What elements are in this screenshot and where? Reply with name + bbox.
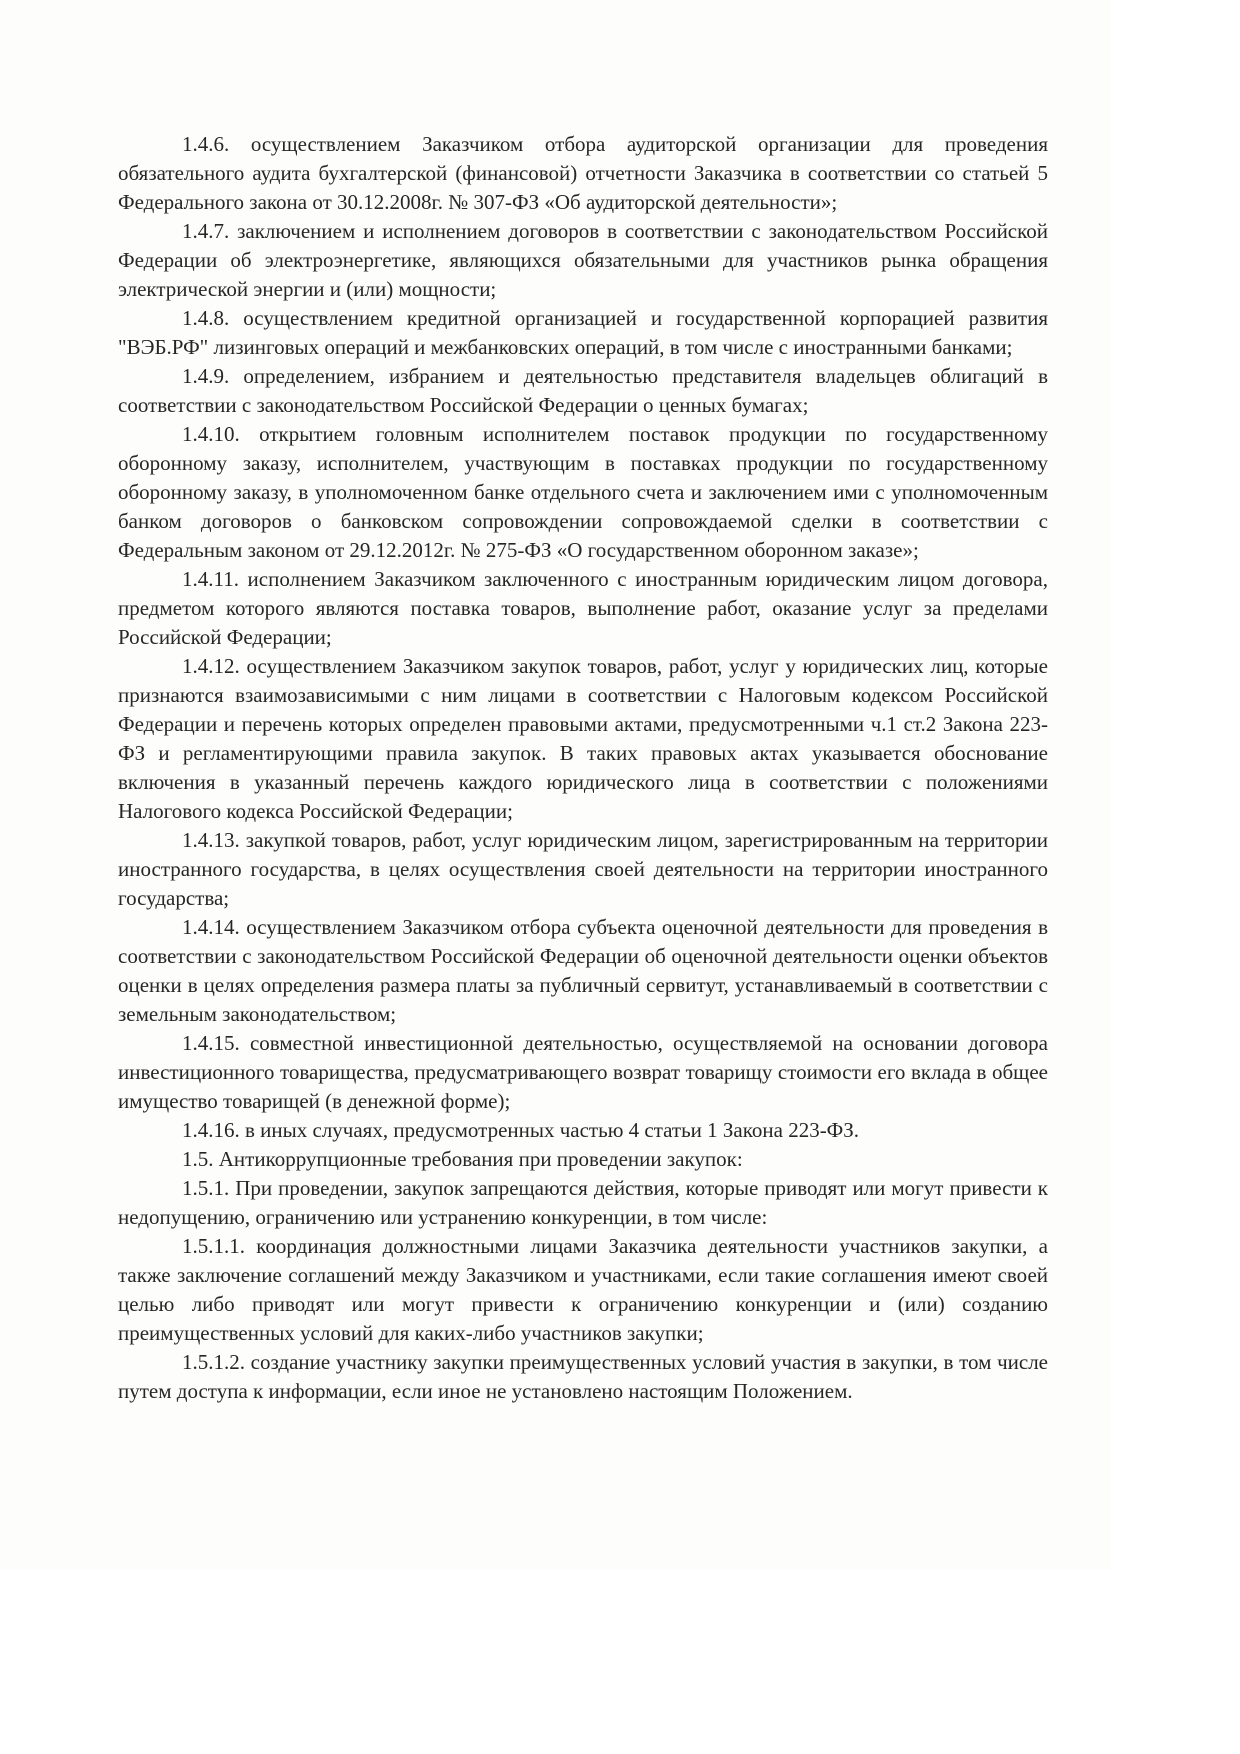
paragraph-1-4-8: 1.4.8. осуществлением кредитной организацией и государственной корпорацией развития "ВЭБ.РФ" лизинговых операций и межбанковских операций, в том числе с иностранными банками; xyxy=(118,306,1048,359)
document-body xyxy=(118,130,1048,1406)
paragraph-1-4-15: 1.4.15. совместной инвестиционной деятельностью, осуществляемой на основании договора инвестиционного товарищества, предусматривающего возврат товарищу стоимости его вклада в общее имущество товарищей (в денежной форме); xyxy=(118,1031,1048,1113)
paragraph-1-4-16: 1.4.16. в иных случаях, предусмотренных частью 4 статьи 1 Закона 223-ФЗ. xyxy=(182,1118,860,1142)
paragraph-1-4-9: 1.4.9. определением, избранием и деятельностью представителя владельцев облигаций в соответствии с законодательством Российской Федерации о ценных бумагах; xyxy=(118,364,1048,417)
paragraph-1-5: 1.5. Антикоррупционные требования при проведении закупок: xyxy=(182,1147,743,1171)
paragraph-1-4-13: 1.4.13. закупкой товаров, работ, услуг юридическим лицом, зарегистрированным на территории иностранного государства, в целях осуществления своей деятельности на территории иностранного государства; xyxy=(118,828,1048,910)
paragraph-1-4-11: 1.4.11. исполнением Заказчиком заключенного с иностранным юридическим лицом договора, предметом которого являются поставка товаров, выполнение работ, оказание услуг за пределами Российской Федерации; xyxy=(118,567,1048,649)
paragraph-1-5-1-1: 1.5.1.1. координация должностными лицами Заказчика деятельности участников закупки, а также заключение соглашений между Заказчиком и участниками, если такие соглашения имеют своей целью либо приводят или могут привести к ограничению конкуренции и (или) созданию преимущественных условий для каких-либо участников закупки; xyxy=(118,1234,1048,1345)
paragraph-1-5-1-2: 1.5.1.2. создание участнику закупки преимущественных условий участия в закупки, в том числе путем доступа к информации, если иное не установлено настоящим Положением. xyxy=(118,1350,1048,1403)
paragraph-1-4-14: 1.4.14. осуществлением Заказчиком отбора субъекта оценочной деятельности для проведения в соответствии с законодательством Российской Федерации об оценочной деятельности оценки объектов оценки в целях определения размера платы за публичный сервитут, устанавливаемый в соответствии с земельным законодательством; xyxy=(118,915,1048,1026)
paragraph-1-4-6: 1.4.6. осуществлением Заказчиком отбора аудиторской организации для проведения обязательного аудита бухгалтерской (финансовой) отчетности Заказчика в соответствии со статьей 5 Федерального закона от 30.12.2008г. № 307-ФЗ «Об аудиторской деятельности»; xyxy=(118,132,1048,214)
paragraph-1-4-12: 1.4.12. осуществлением Заказчиком закупок товаров, работ, услуг у юридических лиц, которые признаются взаимозависимыми с ним лицами в соответствии с Налоговым кодексом Российской Федерации и перечень которых определен правовыми актами, предусмотренными ч.1 ст.2 Закона 223-ФЗ и регламентирующими правила закупок. В таких правовых актах указывается обоснование включения в указанный перечень каждого юридического лица в соответствии с положениями Налогового кодекса Российской Федерации; xyxy=(118,654,1048,823)
paragraph-1-4-10: 1.4.10. открытием головным исполнителем поставок продукции по государственному оборонному заказу, исполнителем, участвующим в поставках продукции по государственному оборонному заказу, в уполномоченном банке отдельного счета и заключением ими с уполномоченным банком договоров о банковском сопровождении сопровождаемой сделки в соответствии с Федеральным законом от 29.12.2012г. № 275-ФЗ «О государственном оборонном заказе»; xyxy=(118,422,1048,562)
paragraph-1-5-1: 1.5.1. При проведении, закупок запрещаются действия, которые приводят или могут привести к недопущению, ограничению или устранению конкуренции, в том числе: xyxy=(118,1176,1048,1229)
paragraph-1-4-7: 1.4.7. заключением и исполнением договоров в соответствии с законодательством Российской Федерации об электроэнергетике, являющихся обязательными для участников рынка обращения электрической энергии и (или) мощности; xyxy=(118,219,1048,301)
